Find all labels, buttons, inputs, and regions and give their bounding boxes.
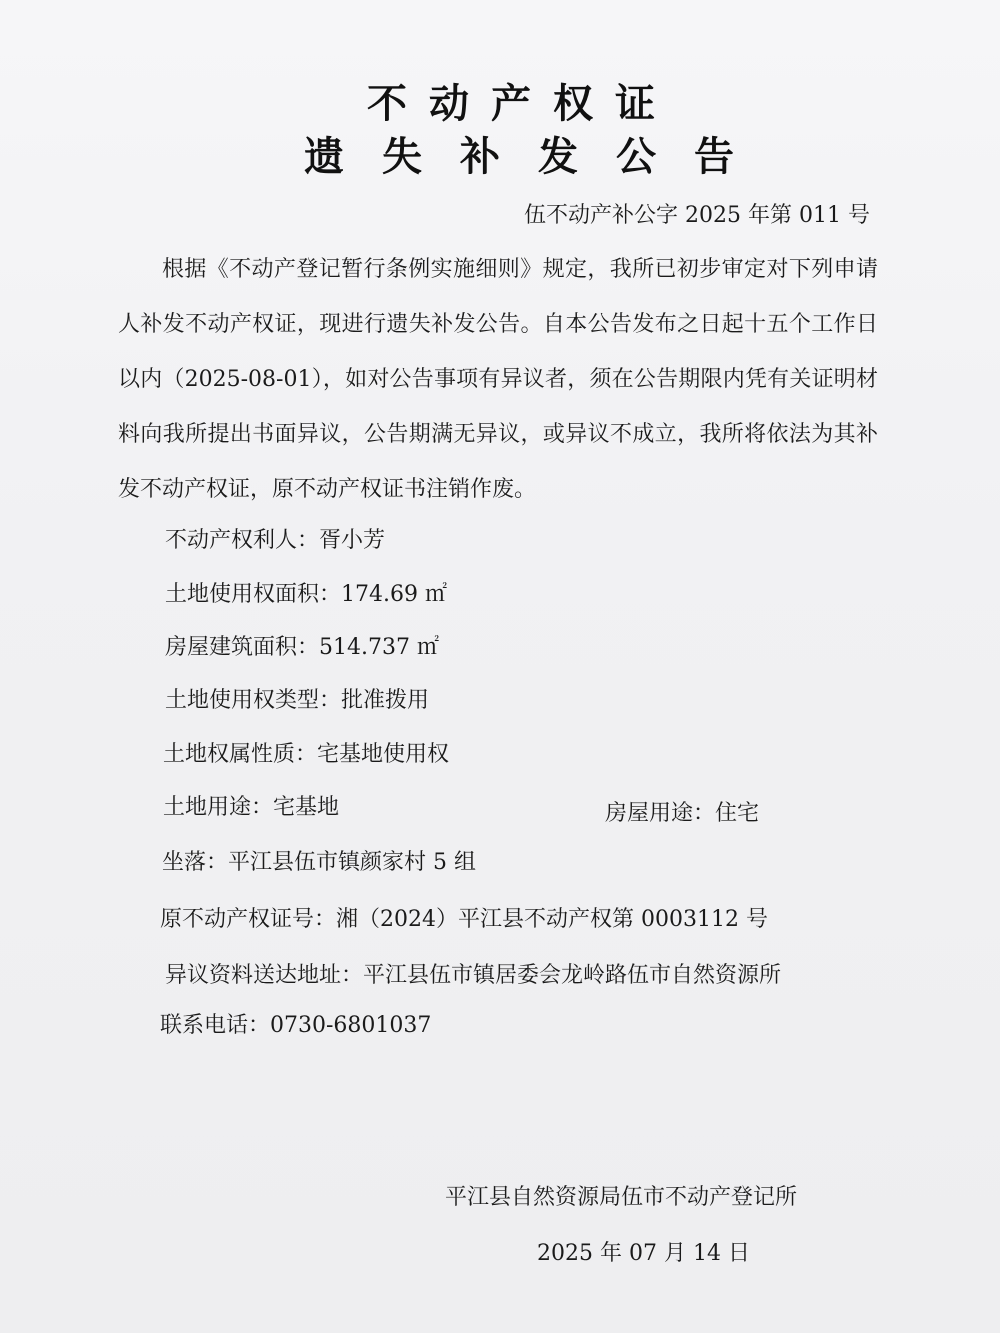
- land-right-type-field: 土地使用权类型：批准拨用: [165, 688, 430, 713]
- land-nature-field: 土地权属性质：宅基地使用权: [163, 742, 450, 767]
- building-area-field: 房屋建筑面积：514.737 ㎡: [165, 635, 439, 660]
- phone-field: 联系电话：0730-6801037: [160, 1013, 432, 1038]
- notice-title-line1: 不动产权证: [367, 81, 677, 127]
- land-use-field: 土地用途：宅基地: [163, 795, 340, 820]
- issue-date: 2025 年 07 月 14 日: [537, 1241, 750, 1266]
- house-use-field: 房屋用途：住宅: [605, 801, 760, 826]
- owner-field: 不动产权利人：胥小芳: [165, 528, 386, 553]
- original-cert-field: 原不动产权证号：湘（2024）平江县不动产权第 0003112 号: [160, 907, 768, 932]
- document-number: 伍不动产补公字 2025 年第 011 号: [524, 203, 870, 228]
- objection-address-field: 异议资料送达地址：平江县伍市镇居委会龙岭路伍市自然资源所: [165, 963, 782, 988]
- location-field: 坐落：平江县伍市镇颜家村 5 组: [162, 850, 476, 875]
- issuer-signature: 平江县自然资源局伍市不动产登记所: [445, 1185, 798, 1210]
- land-area-field: 土地使用权面积：174.69 ㎡: [165, 582, 447, 607]
- notice-title-line2: 遗失补发公告: [304, 134, 772, 180]
- notice-body-paragraph: 根据《不动产登记暂行条例实施细则》规定，我所已初步审定对下列申请人补发不动产权证，现进行遗失补发公告。自本公告发布之日起十五个工作日以内（2025-08-01），如对公告事项有异议者，须在公告期限内凭有关证明材料向我所提出书面异议，公告期满无异议，或异议不成立，我所将依法为其补发不动产权证，原不动产权证书注销作废。: [118, 257, 878, 502]
